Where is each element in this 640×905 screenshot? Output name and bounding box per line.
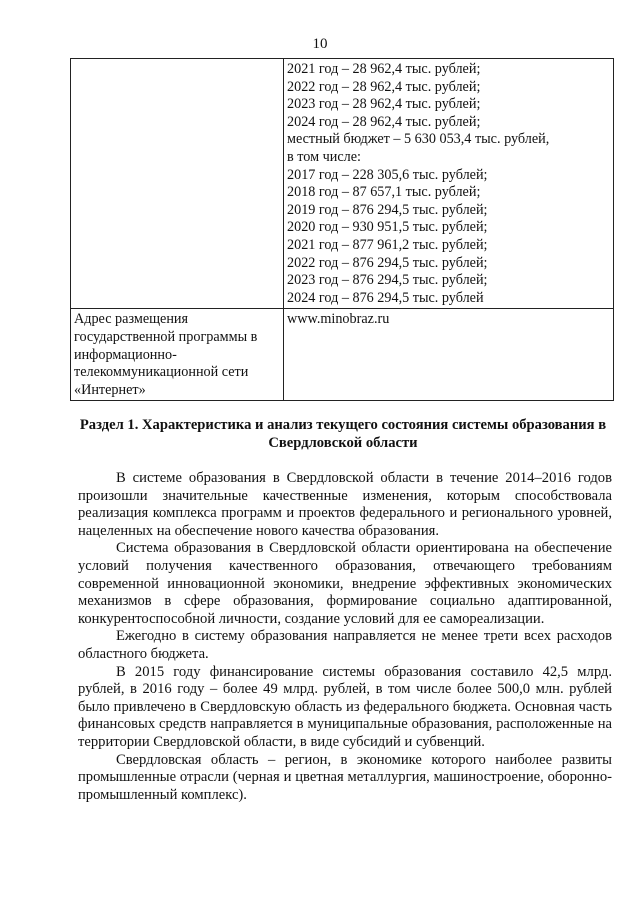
page-number: 10: [312, 36, 328, 52]
funding-line: 2018 год – 87 657,1 тыс. рублей;: [287, 184, 481, 201]
funding-line: 2022 год – 876 294,5 тыс. рублей;: [287, 254, 488, 271]
section-heading: Раздел 1. Характеристика и анализ текущего состояния системы образования в Свердловской области: [79, 417, 607, 451]
address-label-line: информационно-: [74, 346, 177, 363]
table-value-cell-address: [284, 309, 614, 401]
funding-line: 2024 год – 28 962,4 тыс. рублей;: [287, 113, 481, 130]
table-label-cell-address: [71, 309, 284, 401]
table-row-address: [71, 309, 614, 401]
table-row-funding: [71, 59, 614, 309]
funding-line: 2021 год – 877 961,2 тыс. рублей;: [287, 236, 488, 253]
funding-line: местный бюджет – 5 630 053,4 тыс. рублей,: [287, 131, 550, 148]
passport-table: [70, 58, 614, 401]
paragraph: Свердловская область – регион, в экономике которого наиболее развиты промышленные отрасли (черная и цветная металлургия, машиностроение, оборонно-промышленный комплекс).: [78, 751, 612, 803]
paragraph: Система образования в Свердловской области ориентирована на обеспечение условий получения качественного образования, отвечающего требованиям современной инновационной экономики, внедрение эффективных экономических механизмов в сфере образования, формирование социально адаптированной, конкурентоспособной личности, создание условий для ее самореализации.: [78, 540, 612, 627]
funding-line: 2022 год – 28 962,4 тыс. рублей;: [287, 78, 481, 95]
paragraph: Ежегодно в систему образования направляется не менее трети всех расходов областного бюджета.: [78, 628, 612, 662]
address-label-line: государственной программы в: [74, 328, 258, 345]
address-label-line: Адрес размещения: [74, 311, 189, 328]
funding-line: в том числе:: [287, 148, 361, 165]
website-address: www.minobraz.ru: [287, 311, 390, 328]
funding-line: 2020 год – 930 951,5 тыс. рублей;: [287, 219, 488, 236]
table-label-cell-empty: [71, 59, 284, 309]
funding-line: 2021 год – 28 962,4 тыс. рублей;: [287, 61, 481, 77]
funding-line: 2023 год – 28 962,4 тыс. рублей;: [287, 96, 481, 113]
paragraph: В системе образования в Свердловской области в течение 2014–2016 годов произошли значительные качественные изменения, которым способствовала реализация комплекса программ и проектов федерального и регионального уровней, нацеленных на обеспечение нового качества образования.: [78, 470, 612, 539]
section-body: [78, 470, 612, 804]
funding-line: 2019 год – 876 294,5 тыс. рублей;: [287, 201, 488, 218]
table-value-cell-funding: [284, 59, 614, 309]
funding-line: 2024 год – 876 294,5 тыс. рублей: [287, 289, 484, 306]
funding-line: 2017 год – 228 305,6 тыс. рублей;: [287, 166, 488, 183]
address-label-line: «Интернет»: [74, 381, 146, 398]
address-label-line: телекоммуникационной сети: [74, 364, 249, 381]
paragraph: В 2015 году финансирование системы образования составило 42,5 млрд. рублей, в 2016 году – более 49 млрд. рублей, в том числе более 500,0 млн. рублей было привлечено в Свердловскую область из федерального бюджета. Основная часть финансовых средств направляется в муниципальные образования, расположенные на территории Свердловской области, в виде субсидий и субвенций.: [78, 663, 612, 750]
funding-line: 2023 год – 876 294,5 тыс. рублей;: [287, 272, 488, 289]
